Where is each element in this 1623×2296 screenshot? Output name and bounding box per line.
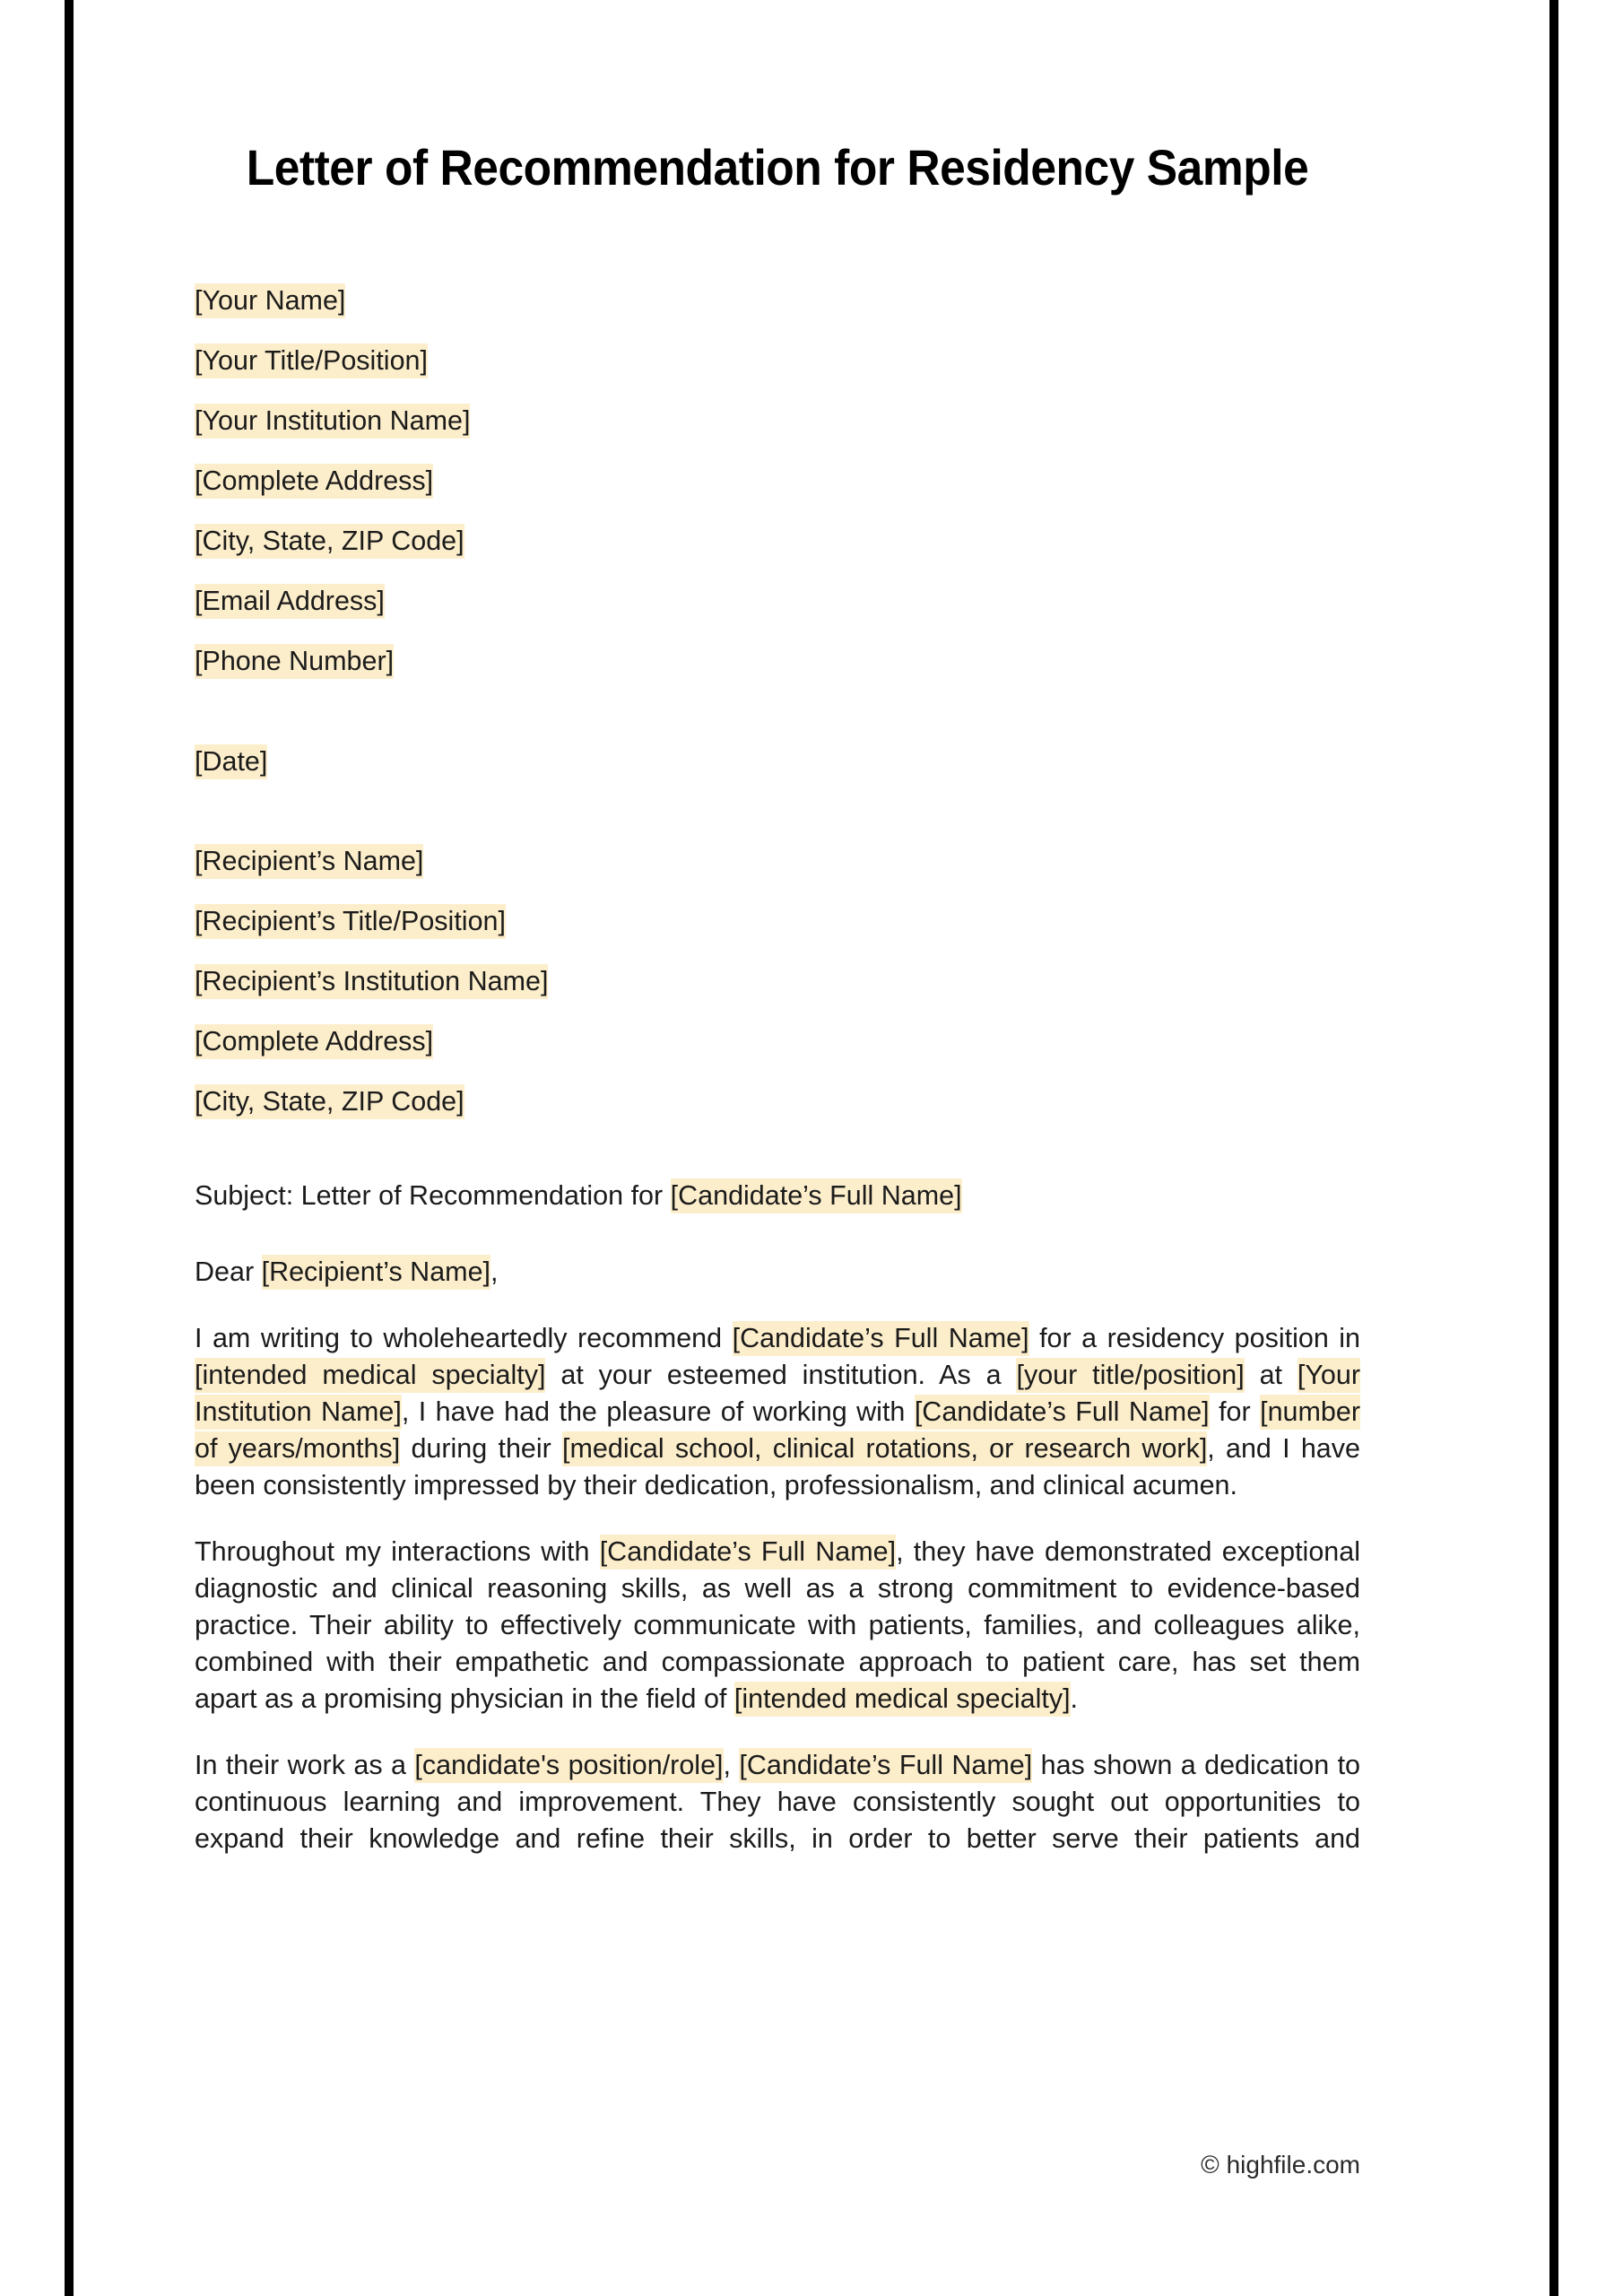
placeholder-your-phone: [Phone Number] [195,644,394,679]
placeholder-your-email: [Email Address] [195,584,385,619]
page-title: Letter of Recommendation for Residency Sample [246,139,1309,196]
placeholder-your-title-p1: [your title/position] [1016,1358,1244,1393]
placeholder-specialty-p2: [intended medical specialty] [734,1682,1071,1717]
placeholder-your-name: [Your Name] [195,283,345,318]
salutation-prefix: Dear [195,1256,262,1287]
date-line [195,744,1360,780]
page-left-rule [65,0,74,2296]
placeholder-candidate-name-subject: [Candidate’s Full Name] [671,1178,962,1213]
sender-line-address [195,463,1360,500]
placeholder-recipient-name: [Recipient’s Name] [195,844,423,879]
subject-line [195,1144,1360,1214]
sender-address-block [195,283,1360,680]
placeholder-recipient-city: [City, State, ZIP Code] [195,1084,464,1119]
page-right-rule [1549,0,1558,2296]
p2-text-3: . [1070,1683,1079,1714]
recipient-line-address [195,1023,1360,1060]
date-block [195,744,1360,780]
placeholder-candidate-name-p3: [Candidate’s Full Name] [739,1748,1032,1783]
p3-text-2: , [723,1749,740,1780]
placeholder-candidate-name-p2: [Candidate’s Full Name] [600,1535,896,1570]
body-paragraph-3 [195,1718,1360,1894]
placeholder-recipient-address: [Complete Address] [195,1024,433,1059]
placeholder-date: [Date] [195,744,267,779]
recipient-address-block [195,843,1360,1120]
placeholder-context-p1: [medical school, clinical rotations, or research work] [562,1431,1207,1466]
p1-text-4: at [1244,1359,1298,1390]
placeholder-your-title: [Your Title/Position] [195,344,428,378]
p1-text-6: for [1209,1396,1261,1427]
spacer-after-date [195,804,1360,843]
sender-line-email [195,583,1360,620]
page-footer-copyright: © highfile.com [1201,2151,1360,2179]
recipient-line-institution [195,963,1360,1000]
p1-text-8: , and I have been consistently impressed by their dedication, professionalism, and clinical acumen. [195,1432,1360,1500]
placeholder-candidate-role-p3: [candidate's position/role] [414,1748,723,1783]
spacer-after-sender [195,704,1360,744]
recipient-line-city [195,1083,1360,1120]
p2-text-2: , they have demonstrated exceptional diagnostic and clinical reasoning skills, as well as a strong commitment to evidence-based practice. Their ability to effectively communicate with patients, families, and colleagues alike, combined with their empathetic and compassionate approach to patient care, has set them apart as a promising physician in the field of [195,1535,1360,1714]
placeholder-candidate-name-p1b: [Candidate’s Full Name] [915,1395,1210,1430]
document-sheet [74,0,1549,2296]
document-content [195,0,1360,1894]
body-paragraph-1 [195,1291,1360,1504]
sender-line-phone [195,643,1360,680]
sender-line-institution [195,403,1360,439]
body-paragraph-2 [195,1504,1360,1718]
p2-text-1: Throughout my interactions with [195,1535,600,1567]
placeholder-recipient-name-salutation: [Recipient’s Name] [262,1255,490,1290]
recipient-line-name [195,843,1360,880]
salutation-line [195,1214,1360,1291]
placeholder-your-institution-p1: [Your Institution Name] [195,1358,1360,1430]
letter-body [195,283,1360,1893]
placeholder-recipient-title: [Recipient’s Title/Position] [195,904,506,939]
placeholder-candidate-name-p1a: [Candidate’s Full Name] [733,1321,1029,1356]
p1-text-3: at your esteemed institution. As a [545,1359,1017,1390]
p1-text-5: , I have had the pleasure of working with [401,1396,915,1427]
placeholder-your-city: [City, State, ZIP Code] [195,524,464,559]
placeholder-specialty-p1: [intended medical specialty] [195,1358,545,1393]
placeholder-recipient-institution: [Recipient’s Institution Name] [195,964,548,999]
salutation-suffix: , [490,1256,499,1287]
placeholder-your-address: [Complete Address] [195,464,433,499]
p1-text-1: I am writing to wholeheartedly recommend [195,1322,733,1353]
p1-text-2: for a residency position in [1028,1322,1361,1353]
sender-line-title [195,343,1360,379]
recipient-line-title [195,903,1360,940]
p3-text-1: In their work as a [195,1749,415,1780]
sender-line-city [195,523,1360,560]
subject-prefix: Subject: Letter of Recommendation for [195,1179,671,1211]
p3-text-3: has shown a dedication to continuous learning and improvement. They have consistently sought out opportunities to expand their knowledge and refine their skills, in order to better serve their patients and [195,1749,1361,1854]
p1-text-7: during their [400,1432,563,1464]
sender-line-name [195,283,1360,319]
placeholder-duration-p1: [number of years/months] [195,1395,1360,1466]
placeholder-your-institution: [Your Institution Name] [195,404,470,439]
